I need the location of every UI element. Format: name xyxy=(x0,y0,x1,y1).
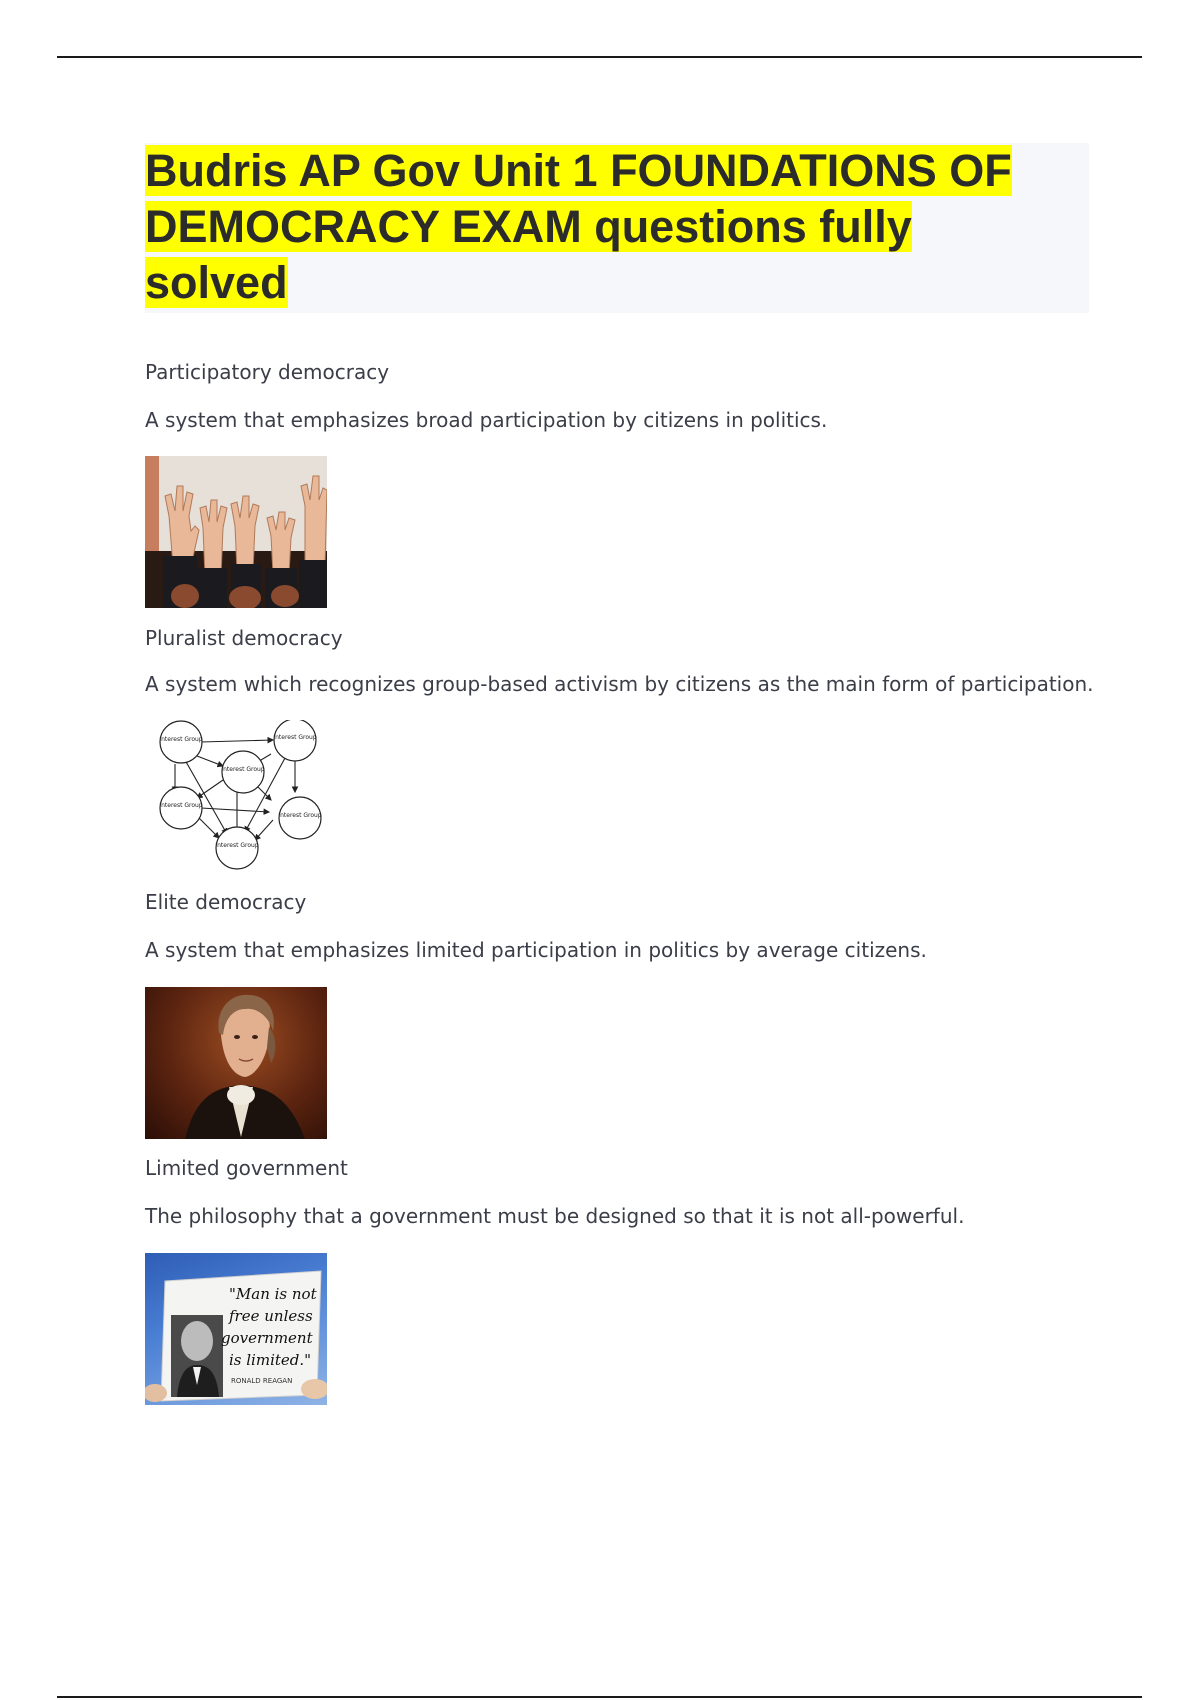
title-line-2: DEMOCRACY EXAM questions fully xyxy=(145,201,912,252)
raised-hands-image xyxy=(145,456,327,608)
title-block xyxy=(145,143,1089,313)
portrait-image xyxy=(145,987,327,1139)
definition-participatory-democracy: A system that emphasizes broad participation by citizens in politics. xyxy=(145,408,828,432)
diagram-node-label: Interest Group xyxy=(273,734,317,741)
term-pluralist-democracy: Pluralist democracy xyxy=(145,626,343,650)
interest-group-diagram xyxy=(145,720,327,872)
diagram-node-label: Interest Group xyxy=(159,802,203,809)
sign-quote-line-1: "Man is not xyxy=(229,1285,317,1303)
definition-limited-government: The philosophy that a government must be designed so that it is not all-powerful. xyxy=(145,1204,965,1228)
diagram-node-label: Interest Group xyxy=(215,842,259,849)
diagram-node-label: Interest Group xyxy=(221,766,265,773)
sign-quote-line-4: is limited." xyxy=(229,1351,312,1369)
definition-pluralist-democracy: A system which recognizes group-based activism by citizens as the main form of participation. xyxy=(145,672,1094,696)
title-line-3: solved xyxy=(145,257,288,308)
diagram-node-label: Interest Group xyxy=(278,812,322,819)
term-limited-government: Limited government xyxy=(145,1156,348,1180)
top-rule xyxy=(57,56,1142,58)
diagram-node-label: Interest Group xyxy=(159,736,203,743)
term-elite-democracy: Elite democracy xyxy=(145,890,307,914)
sign-attribution: RONALD REAGAN xyxy=(231,1377,293,1385)
definition-elite-democracy: A system that emphasizes limited participation in politics by average citizens. xyxy=(145,938,927,962)
protest-sign-image xyxy=(145,1253,327,1405)
document-title xyxy=(145,143,1089,311)
term-participatory-democracy: Participatory democracy xyxy=(145,360,390,384)
bottom-rule xyxy=(57,1696,1142,1698)
title-line-1: Budris AP Gov Unit 1 FOUNDATIONS OF xyxy=(145,145,1012,196)
sign-quote-line-2: free unless xyxy=(229,1307,313,1325)
sign-quote-line-3: government xyxy=(221,1329,313,1347)
